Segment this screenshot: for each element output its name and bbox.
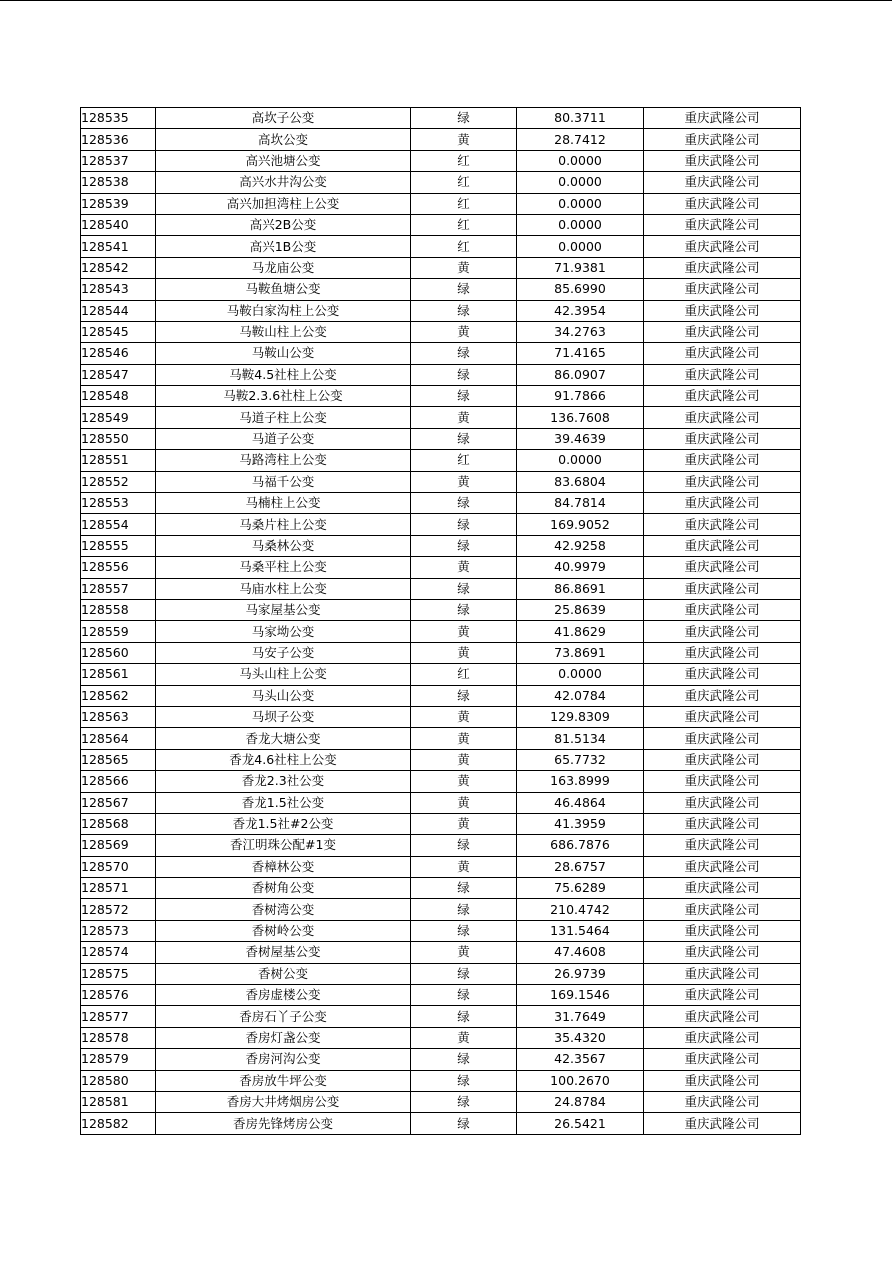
table-row: [81, 493, 801, 514]
cell-id: 128562: [81, 685, 156, 706]
cell-status: 绿: [411, 514, 517, 535]
cell-status: 绿: [411, 1113, 517, 1134]
cell-status: 绿: [411, 835, 517, 856]
cell-id: 128568: [81, 813, 156, 834]
cell-status: 绿: [411, 1091, 517, 1112]
cell-value: 0.0000: [517, 214, 644, 235]
cell-status: 黄: [411, 792, 517, 813]
table-row: [81, 236, 801, 257]
cell-id: 128573: [81, 920, 156, 941]
table-row: [81, 878, 801, 899]
cell-transformer-name: 香房石丫子公变: [156, 1006, 411, 1027]
cell-status: 绿: [411, 985, 517, 1006]
cell-company: 重庆武隆公司: [644, 621, 801, 642]
cell-transformer-name: 马鞍山公变: [156, 343, 411, 364]
cell-id: 128535: [81, 108, 156, 129]
cell-status: 黄: [411, 407, 517, 428]
cell-value: 91.7866: [517, 386, 644, 407]
cell-value: 84.7814: [517, 493, 644, 514]
cell-status: 绿: [411, 1070, 517, 1091]
cell-transformer-name: 马鞍4.5社柱上公变: [156, 364, 411, 385]
cell-company: 重庆武隆公司: [644, 599, 801, 620]
cell-id: 128537: [81, 150, 156, 171]
cell-value: 0.0000: [517, 450, 644, 471]
cell-company: 重庆武隆公司: [644, 257, 801, 278]
cell-value: 686.7876: [517, 835, 644, 856]
cell-id: 128549: [81, 407, 156, 428]
table-row: [81, 985, 801, 1006]
cell-company: 重庆武隆公司: [644, 771, 801, 792]
cell-transformer-name: 高兴水井沟公变: [156, 172, 411, 193]
cell-status: 红: [411, 214, 517, 235]
table-row: [81, 899, 801, 920]
cell-transformer-name: 香房大井烤烟房公变: [156, 1091, 411, 1112]
cell-status: 黄: [411, 1027, 517, 1048]
cell-id: 128543: [81, 279, 156, 300]
cell-id: 128577: [81, 1006, 156, 1027]
table-row: [81, 129, 801, 150]
cell-transformer-name: 马桑林公变: [156, 535, 411, 556]
cell-id: 128561: [81, 664, 156, 685]
cell-id: 128572: [81, 899, 156, 920]
cell-transformer-name: 高兴2B公变: [156, 214, 411, 235]
table-row: [81, 856, 801, 877]
cell-status: 黄: [411, 706, 517, 727]
cell-company: 重庆武隆公司: [644, 279, 801, 300]
cell-company: 重庆武隆公司: [644, 214, 801, 235]
cell-value: 210.4742: [517, 899, 644, 920]
cell-status: 绿: [411, 578, 517, 599]
cell-status: 绿: [411, 599, 517, 620]
cell-transformer-name: 高坎公变: [156, 129, 411, 150]
cell-transformer-name: 高兴池塘公变: [156, 150, 411, 171]
cell-status: 绿: [411, 535, 517, 556]
cell-value: 85.6990: [517, 279, 644, 300]
cell-id: 128580: [81, 1070, 156, 1091]
cell-id: 128546: [81, 343, 156, 364]
cell-transformer-name: 马道子柱上公变: [156, 407, 411, 428]
cell-value: 75.6289: [517, 878, 644, 899]
cell-value: 81.5134: [517, 728, 644, 749]
cell-id: 128576: [81, 985, 156, 1006]
table-row: [81, 557, 801, 578]
cell-company: 重庆武隆公司: [644, 557, 801, 578]
cell-transformer-name: 高兴1B公变: [156, 236, 411, 257]
cell-transformer-name: 香树屋基公变: [156, 942, 411, 963]
cell-id: 128557: [81, 578, 156, 599]
cell-id: 128548: [81, 386, 156, 407]
cell-id: 128565: [81, 749, 156, 770]
cell-transformer-name: 香房先锋烤房公变: [156, 1113, 411, 1134]
cell-transformer-name: 马头山柱上公变: [156, 664, 411, 685]
table-row: [81, 471, 801, 492]
table-row: [81, 1113, 801, 1134]
cell-company: 重庆武隆公司: [644, 1091, 801, 1112]
cell-transformer-name: 香江明珠公配#1变: [156, 835, 411, 856]
table-row: [81, 1006, 801, 1027]
table-body: [81, 108, 801, 1135]
table-row: [81, 792, 801, 813]
cell-transformer-name: 香龙2.3社公变: [156, 771, 411, 792]
cell-value: 0.0000: [517, 193, 644, 214]
cell-company: 重庆武隆公司: [644, 642, 801, 663]
table-row: [81, 835, 801, 856]
cell-status: 黄: [411, 728, 517, 749]
cell-value: 42.3567: [517, 1049, 644, 1070]
cell-value: 73.8691: [517, 642, 644, 663]
table-row: [81, 364, 801, 385]
cell-company: 重庆武隆公司: [644, 728, 801, 749]
cell-value: 42.0784: [517, 685, 644, 706]
cell-company: 重庆武隆公司: [644, 343, 801, 364]
cell-transformer-name: 高兴加担湾柱上公变: [156, 193, 411, 214]
cell-company: 重庆武隆公司: [644, 150, 801, 171]
cell-value: 83.6804: [517, 471, 644, 492]
cell-company: 重庆武隆公司: [644, 321, 801, 342]
table-row: [81, 428, 801, 449]
table-row: [81, 1091, 801, 1112]
cell-id: 128571: [81, 878, 156, 899]
cell-transformer-name: 香树公变: [156, 963, 411, 984]
table-row: [81, 193, 801, 214]
table-row: [81, 386, 801, 407]
cell-company: 重庆武隆公司: [644, 129, 801, 150]
cell-id: 128551: [81, 450, 156, 471]
cell-value: 131.5464: [517, 920, 644, 941]
cell-value: 71.9381: [517, 257, 644, 278]
cell-id: 128550: [81, 428, 156, 449]
cell-company: 重庆武隆公司: [644, 920, 801, 941]
cell-transformer-name: 高坎子公变: [156, 108, 411, 129]
cell-value: 100.2670: [517, 1070, 644, 1091]
cell-company: 重庆武隆公司: [644, 1006, 801, 1027]
cell-status: 绿: [411, 364, 517, 385]
cell-status: 绿: [411, 108, 517, 129]
cell-status: 黄: [411, 813, 517, 834]
cell-status: 黄: [411, 557, 517, 578]
cell-value: 42.9258: [517, 535, 644, 556]
table-row: [81, 621, 801, 642]
cell-id: 128567: [81, 792, 156, 813]
table-row: [81, 214, 801, 235]
cell-id: 128542: [81, 257, 156, 278]
cell-company: 重庆武隆公司: [644, 236, 801, 257]
cell-value: 0.0000: [517, 236, 644, 257]
cell-id: 128539: [81, 193, 156, 214]
cell-id: 128555: [81, 535, 156, 556]
cell-id: 128574: [81, 942, 156, 963]
cell-transformer-name: 马鞍白家沟柱上公变: [156, 300, 411, 321]
cell-company: 重庆武隆公司: [644, 664, 801, 685]
cell-company: 重庆武隆公司: [644, 835, 801, 856]
table-row: [81, 1027, 801, 1048]
cell-transformer-name: 马道子公变: [156, 428, 411, 449]
cell-transformer-name: 马桑平柱上公变: [156, 557, 411, 578]
cell-value: 46.4864: [517, 792, 644, 813]
cell-transformer-name: 香房灯盏公变: [156, 1027, 411, 1048]
cell-company: 重庆武隆公司: [644, 899, 801, 920]
cell-transformer-name: 香龙大塘公变: [156, 728, 411, 749]
table-row: [81, 578, 801, 599]
table-row: [81, 664, 801, 685]
cell-value: 86.8691: [517, 578, 644, 599]
table-row: [81, 150, 801, 171]
cell-id: 128578: [81, 1027, 156, 1048]
cell-transformer-name: 香樟林公变: [156, 856, 411, 877]
cell-value: 65.7732: [517, 749, 644, 770]
cell-transformer-name: 马龙庙公变: [156, 257, 411, 278]
cell-id: 128556: [81, 557, 156, 578]
cell-status: 绿: [411, 343, 517, 364]
cell-company: 重庆武隆公司: [644, 1113, 801, 1134]
cell-id: 128538: [81, 172, 156, 193]
table-row: [81, 172, 801, 193]
cell-value: 41.3959: [517, 813, 644, 834]
cell-id: 128569: [81, 835, 156, 856]
table-row: [81, 321, 801, 342]
cell-company: 重庆武隆公司: [644, 450, 801, 471]
cell-transformer-name: 香房放牛坪公变: [156, 1070, 411, 1091]
cell-id: 128544: [81, 300, 156, 321]
cell-company: 重庆武隆公司: [644, 493, 801, 514]
cell-status: 绿: [411, 386, 517, 407]
table-row: [81, 963, 801, 984]
cell-transformer-name: 香龙1.5社#2公变: [156, 813, 411, 834]
cell-transformer-name: 马鞍山柱上公变: [156, 321, 411, 342]
cell-company: 重庆武隆公司: [644, 386, 801, 407]
cell-company: 重庆武隆公司: [644, 364, 801, 385]
cell-id: 128545: [81, 321, 156, 342]
cell-value: 31.7649: [517, 1006, 644, 1027]
cell-id: 128570: [81, 856, 156, 877]
cell-transformer-name: 香龙4.6社柱上公变: [156, 749, 411, 770]
cell-value: 0.0000: [517, 150, 644, 171]
cell-value: 28.6757: [517, 856, 644, 877]
cell-id: 128558: [81, 599, 156, 620]
cell-value: 163.8999: [517, 771, 644, 792]
cell-id: 128564: [81, 728, 156, 749]
cell-status: 黄: [411, 749, 517, 770]
cell-transformer-name: 马家坳公变: [156, 621, 411, 642]
cell-transformer-name: 马楠柱上公变: [156, 493, 411, 514]
table-row: [81, 300, 801, 321]
cell-id: 128559: [81, 621, 156, 642]
cell-status: 黄: [411, 856, 517, 877]
cell-company: 重庆武隆公司: [644, 792, 801, 813]
cell-id: 128540: [81, 214, 156, 235]
cell-value: 26.5421: [517, 1113, 644, 1134]
table-row: [81, 642, 801, 663]
cell-status: 黄: [411, 771, 517, 792]
cell-transformer-name: 香树湾公变: [156, 899, 411, 920]
cell-company: 重庆武隆公司: [644, 963, 801, 984]
cell-id: 128582: [81, 1113, 156, 1134]
cell-id: 128541: [81, 236, 156, 257]
cell-status: 绿: [411, 899, 517, 920]
cell-status: 红: [411, 664, 517, 685]
table-row: [81, 813, 801, 834]
table-row: [81, 942, 801, 963]
cell-value: 35.4320: [517, 1027, 644, 1048]
cell-status: 绿: [411, 685, 517, 706]
cell-transformer-name: 马安子公变: [156, 642, 411, 663]
cell-value: 136.7608: [517, 407, 644, 428]
cell-value: 169.9052: [517, 514, 644, 535]
cell-status: 黄: [411, 942, 517, 963]
cell-transformer-name: 马福千公变: [156, 471, 411, 492]
cell-value: 24.8784: [517, 1091, 644, 1112]
cell-company: 重庆武隆公司: [644, 578, 801, 599]
table-row: [81, 407, 801, 428]
cell-status: 红: [411, 172, 517, 193]
cell-transformer-name: 马桑片柱上公变: [156, 514, 411, 535]
cell-id: 128536: [81, 129, 156, 150]
cell-id: 128547: [81, 364, 156, 385]
cell-transformer-name: 马家屋基公变: [156, 599, 411, 620]
table-row: [81, 706, 801, 727]
table-row: [81, 343, 801, 364]
cell-company: 重庆武隆公司: [644, 813, 801, 834]
cell-transformer-name: 香树岭公变: [156, 920, 411, 941]
cell-transformer-name: 香房河沟公变: [156, 1049, 411, 1070]
cell-status: 绿: [411, 428, 517, 449]
cell-value: 80.3711: [517, 108, 644, 129]
table-row: [81, 685, 801, 706]
cell-value: 169.1546: [517, 985, 644, 1006]
cell-value: 71.4165: [517, 343, 644, 364]
cell-status: 黄: [411, 471, 517, 492]
table-row: [81, 599, 801, 620]
cell-id: 128581: [81, 1091, 156, 1112]
cell-transformer-name: 马鞍鱼塘公变: [156, 279, 411, 300]
cell-status: 红: [411, 150, 517, 171]
table-row: [81, 108, 801, 129]
cell-status: 绿: [411, 300, 517, 321]
cell-company: 重庆武隆公司: [644, 300, 801, 321]
table-row: [81, 728, 801, 749]
cell-transformer-name: 香龙1.5社公变: [156, 792, 411, 813]
cell-company: 重庆武隆公司: [644, 1027, 801, 1048]
cell-transformer-name: 香房虚楼公变: [156, 985, 411, 1006]
cell-status: 黄: [411, 257, 517, 278]
cell-value: 0.0000: [517, 172, 644, 193]
table-row: [81, 920, 801, 941]
cell-value: 0.0000: [517, 664, 644, 685]
page-top-border: [0, 0, 892, 1]
table-row: [81, 279, 801, 300]
cell-value: 41.8629: [517, 621, 644, 642]
cell-id: 128553: [81, 493, 156, 514]
cell-transformer-name: 马庙水柱上公变: [156, 578, 411, 599]
cell-value: 34.2763: [517, 321, 644, 342]
cell-id: 128579: [81, 1049, 156, 1070]
cell-value: 39.4639: [517, 428, 644, 449]
cell-value: 26.9739: [517, 963, 644, 984]
table-row: [81, 257, 801, 278]
cell-company: 重庆武隆公司: [644, 172, 801, 193]
cell-status: 绿: [411, 920, 517, 941]
cell-status: 绿: [411, 963, 517, 984]
cell-company: 重庆武隆公司: [644, 514, 801, 535]
cell-company: 重庆武隆公司: [644, 856, 801, 877]
table-row: [81, 771, 801, 792]
cell-status: 绿: [411, 279, 517, 300]
cell-id: 128554: [81, 514, 156, 535]
cell-company: 重庆武隆公司: [644, 942, 801, 963]
cell-company: 重庆武隆公司: [644, 471, 801, 492]
cell-transformer-name: 马路湾柱上公变: [156, 450, 411, 471]
cell-transformer-name: 马鞍2.3.6社柱上公变: [156, 386, 411, 407]
cell-company: 重庆武隆公司: [644, 428, 801, 449]
cell-status: 黄: [411, 642, 517, 663]
cell-value: 28.7412: [517, 129, 644, 150]
cell-transformer-name: 马坝子公变: [156, 706, 411, 727]
cell-status: 黄: [411, 321, 517, 342]
cell-status: 红: [411, 236, 517, 257]
table-row: [81, 749, 801, 770]
cell-company: 重庆武隆公司: [644, 985, 801, 1006]
cell-status: 绿: [411, 1006, 517, 1027]
cell-value: 47.4608: [517, 942, 644, 963]
cell-status: 绿: [411, 1049, 517, 1070]
cell-company: 重庆武隆公司: [644, 535, 801, 556]
cell-company: 重庆武隆公司: [644, 1070, 801, 1091]
table-row: [81, 514, 801, 535]
cell-company: 重庆武隆公司: [644, 1049, 801, 1070]
data-table: [80, 107, 801, 1135]
cell-company: 重庆武隆公司: [644, 108, 801, 129]
cell-company: 重庆武隆公司: [644, 685, 801, 706]
cell-status: 红: [411, 450, 517, 471]
table-row: [81, 535, 801, 556]
cell-status: 黄: [411, 129, 517, 150]
cell-id: 128575: [81, 963, 156, 984]
cell-company: 重庆武隆公司: [644, 706, 801, 727]
table-row: [81, 450, 801, 471]
cell-transformer-name: 马头山公变: [156, 685, 411, 706]
cell-transformer-name: 香树角公变: [156, 878, 411, 899]
cell-status: 绿: [411, 878, 517, 899]
cell-id: 128560: [81, 642, 156, 663]
cell-value: 40.9979: [517, 557, 644, 578]
table-row: [81, 1070, 801, 1091]
cell-value: 25.8639: [517, 599, 644, 620]
cell-company: 重庆武隆公司: [644, 878, 801, 899]
cell-value: 42.3954: [517, 300, 644, 321]
cell-company: 重庆武隆公司: [644, 749, 801, 770]
cell-value: 129.8309: [517, 706, 644, 727]
table-row: [81, 1049, 801, 1070]
cell-status: 黄: [411, 621, 517, 642]
cell-company: 重庆武隆公司: [644, 407, 801, 428]
cell-id: 128563: [81, 706, 156, 727]
cell-status: 红: [411, 193, 517, 214]
cell-company: 重庆武隆公司: [644, 193, 801, 214]
cell-id: 128566: [81, 771, 156, 792]
cell-id: 128552: [81, 471, 156, 492]
cell-value: 86.0907: [517, 364, 644, 385]
cell-status: 绿: [411, 493, 517, 514]
